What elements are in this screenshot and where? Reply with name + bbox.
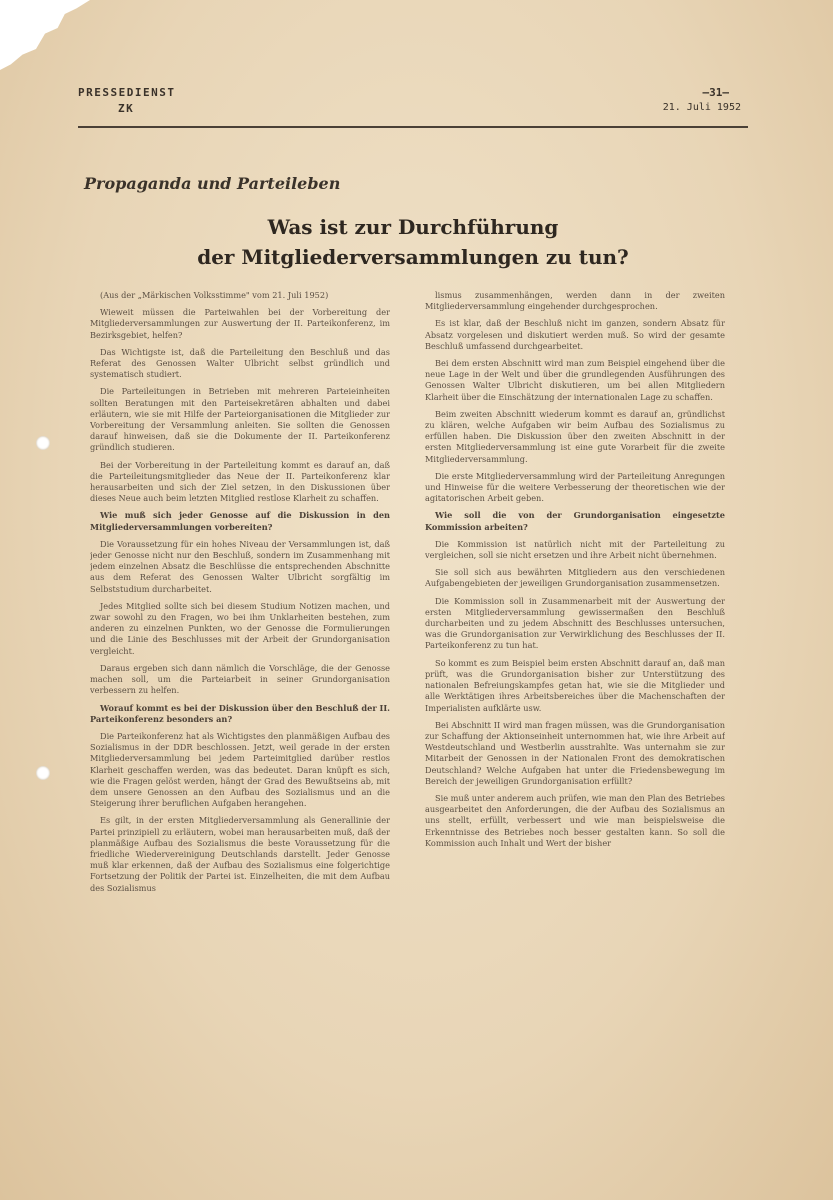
question-heading: Worauf kommt es bei der Diskussion über den Beschluß der II. Parteikonferenz besonders an? [90, 702, 390, 724]
title-line-1: Was ist zur Durchführung [267, 215, 559, 239]
torn-corner [0, 0, 90, 70]
paragraph: Sie muß unter anderem auch prüfen, wie man den Plan des Betriebes ausgearbeitet den Anforderungen, die der Aufbau des Sozialismus an uns stellt, erfüllt, verbessert und wie man beispielsweise die Erkenntnisse des Betriebes noch besser gestalten kann. So soll die Kommission auch Inhalt und Wert der bisher [425, 792, 725, 848]
right-column [425, 290, 725, 1160]
paragraph: Bei dem ersten Abschnitt wird man zum Beispiel eingehend über die neue Lage in der Welt und über die grundlegenden Ausführungen des Genossen Walter Ulbricht diskutieren, um bei allen Mitgliedern Klarheit über die Einschätzung der internationalen Lage zu schaffen. [425, 358, 725, 402]
title-line-2: der Mitgliederversammlungen zu tun? [197, 245, 629, 269]
paragraph: (Aus der „Märkischen Volksstimme" vom 21. Juli 1952) [100, 290, 329, 300]
punch-hole-lower [36, 766, 50, 780]
publisher-name: ZK [118, 102, 135, 115]
header-rule [78, 126, 748, 128]
paragraph: Sie soll sich aus bewährten Mitgliedern aus den verschiedenen Aufgabengebieten der jeweiligen Grundorganisation zusammensetzen. [425, 567, 725, 589]
paragraph: Die Parteileitungen in Betrieben mit mehreren Parteieinheiten sollten Beratungen mit den Parteisekretären abhalten und dabei erläutern, wie sie mit Hilfe der Parteiorganisationen die Mitglieder zur Vorbereitung der Versammlung anleiten. Sie sollten die Genossen darauf hinweisen, daß sie die Dokumente der II. Parteikonferenz gründlich studieren. [90, 386, 390, 453]
publication-name: PRESSEDIENST [78, 86, 176, 99]
punch-hole-upper [36, 436, 50, 450]
paragraph: Jedes Mitglied sollte sich bei diesem Studium Notizen machen, und zwar sowohl zu den Fragen, wo bei ihm Unklarheiten bestehen, zum anderen zu einzelnen Punkten, wo der Genosse die Formulierungen und die Linie des Beschlusses mit der Arbeit der Grundorganisation vergleicht. [90, 600, 390, 656]
header-publication [78, 86, 175, 115]
article-title [78, 212, 748, 272]
paragraph: Die erste Mitgliederversammlung wird der Parteileitung Anregungen und Hinweise für die weitere Verbesserung der theoretischen wie der agitatorischen Arbeit geben. [425, 470, 725, 504]
paragraph: So kommt es zum Beispiel beim ersten Abschnitt darauf an, daß man prüft, was die Grundorganisation bisher zur Unterstützung des nationalen Befreiungskampfes getan hat, wie sie die Mitglieder und alle Werktätigen ihres Arbeitsbereiches über die Machenschaften der Imperialisten aufklärte usw. [425, 657, 725, 713]
issue-date: 21. Juli 1952 [662, 102, 741, 113]
paragraph: Die Parteikonferenz hat als Wichtigstes den planmäßigen Aufbau des Sozialismus in der DDR beschlossen. Jetzt, weil gerade in der ersten Mitgliederversammlung bei jedem Parteimitglied darüber restlos Klarheit geschaffen werden, was das bedeutet. Daran knüpft es sich, wie die Fragen gelöst werden, hängt der Grad des Bewußtseins ab, mit dem unsere Genossen an den Aufbau des Sozialismus und an die Steigerung ihrer beruflichen Aufgaben herangehen. [90, 730, 390, 809]
paragraph: Die Kommission ist natürlich nicht mit der Parteileitung zu vergleichen, soll sie nicht ersetzen und ihre Arbeit nicht übernehmen. [425, 538, 725, 561]
question-heading: Wie muß sich jeder Genosse auf die Diskussion in den Mitgliederversammlungen vorbereiten? [90, 510, 390, 532]
paragraph: Beim zweiten Abschnitt wiederum kommt es darauf an, gründlichst zu klären, welche Aufgaben wir beim Aufbau des Sozialismus zu erfüllen haben. Die Diskussion über den zweiten Abschnitt in der ersten Mitgliederversammlung ist eine gute Vorarbeit für die zweite Mitgliederversammlung. [425, 408, 725, 464]
section-label: Propaganda und Parteileben [84, 174, 341, 193]
left-column [90, 290, 390, 1160]
page-number: —31— [702, 86, 729, 99]
paragraph: Daraus ergeben sich dann nämlich die Vorschläge, die der Genosse machen soll, um die Parteiarbeit in seiner Grundorganisation verbessern zu helfen. [90, 662, 390, 696]
paragraph: Es ist klar, daß der Beschluß nicht im ganzen, sondern Absatz für Absatz vorgelesen und diskutiert werden muß. So wird der gesamte Beschluß umfassend durchgearbeitet. [425, 318, 725, 351]
paragraph: Die Voraussetzung für ein hohes Niveau der Versammlungen ist, daß jeder Genosse nicht nur den Beschluß, sondern im Zusammenhang mit jedem einzelnen Absatz die Beschlüsse die entsprechenden Abschnitte aus dem Referat des Genossen Walter Ulbricht sorgfältig im Selbststudium durcharbeitet. [90, 538, 390, 594]
paragraph: Wieweit müssen die Parteiwahlen bei der Vorbereitung der Mitgliederversammlungen zur Auswertung der II. Parteikonferenz, im Bezirksgebiet, helfen? [90, 307, 390, 340]
header-meta [663, 86, 741, 113]
paragraph: Bei der Vorbereitung in der Parteileitung kommt es darauf an, daß die Parteileitungsmitglieder das Neue der II. Parteikonferenz klar herausarbeiten und sich der Ziel setzen, in den Diskussionen über dieses Neue auch beim letzten Mitglied restlose Klarheit zu schaffen. [90, 459, 390, 504]
paragraph: Es gilt, in der ersten Mitgliederversammlung als Generallinie der Partei prinzipiell zu erläutern, wobei man herausarbeiten muß, daß der planmäßige Aufbau des Sozialismus die beste Voraussetzung für die friedliche Wiedervereinigung Deutschlands darstellt. Jeder Genosse muß klar erkennen, daß der Aufbau des Sozialismus eine folgerichtige Fortsetzung der Politik der Partei ist. Einzelheiten, die mit dem Aufbau des Sozialismus [90, 815, 390, 893]
paragraph: Das Wichtigste ist, daß die Parteileitung den Beschluß und das Referat des Genossen Walter Ulbricht selbst gründlich und systematisch studiert. [90, 346, 390, 380]
paragraph: Die Kommission soll in Zusammenarbeit mit der Auswertung der ersten Mitgliederversammlung gewissermaßen den Beschluß durcharbeiten und zu jedem Abschnitt des Beschlusses untersuchen, was die Grundorganisation zur Verwirklichung des Beschlusses der II. Parteikonferenz zu tun hat. [425, 595, 725, 651]
paragraph: lismus zusammenhängen, werden dann in der zweiten Mitgliederversammlung eingehender durchgesprochen. [425, 290, 725, 312]
question-heading: Wie soll die von der Grundorganisation eingesetzte Kommission arbeiten? [425, 510, 725, 532]
paragraph: Bei Abschnitt II wird man fragen müssen, was die Grundorganisation zur Schaffung der Aktionseinheit unternommen hat, wie ihre Arbeit auf Westdeutschland und Westberlin ausstrahlte. Was unternahm sie zur Mitarbeit der Genossen in der Nationalen Front des demokratischen Deutschland? Welche Aufgaben hat unter die Friedensbewegung im Bereich der jeweiligen Grundorganisation erfüllt? [425, 719, 725, 786]
